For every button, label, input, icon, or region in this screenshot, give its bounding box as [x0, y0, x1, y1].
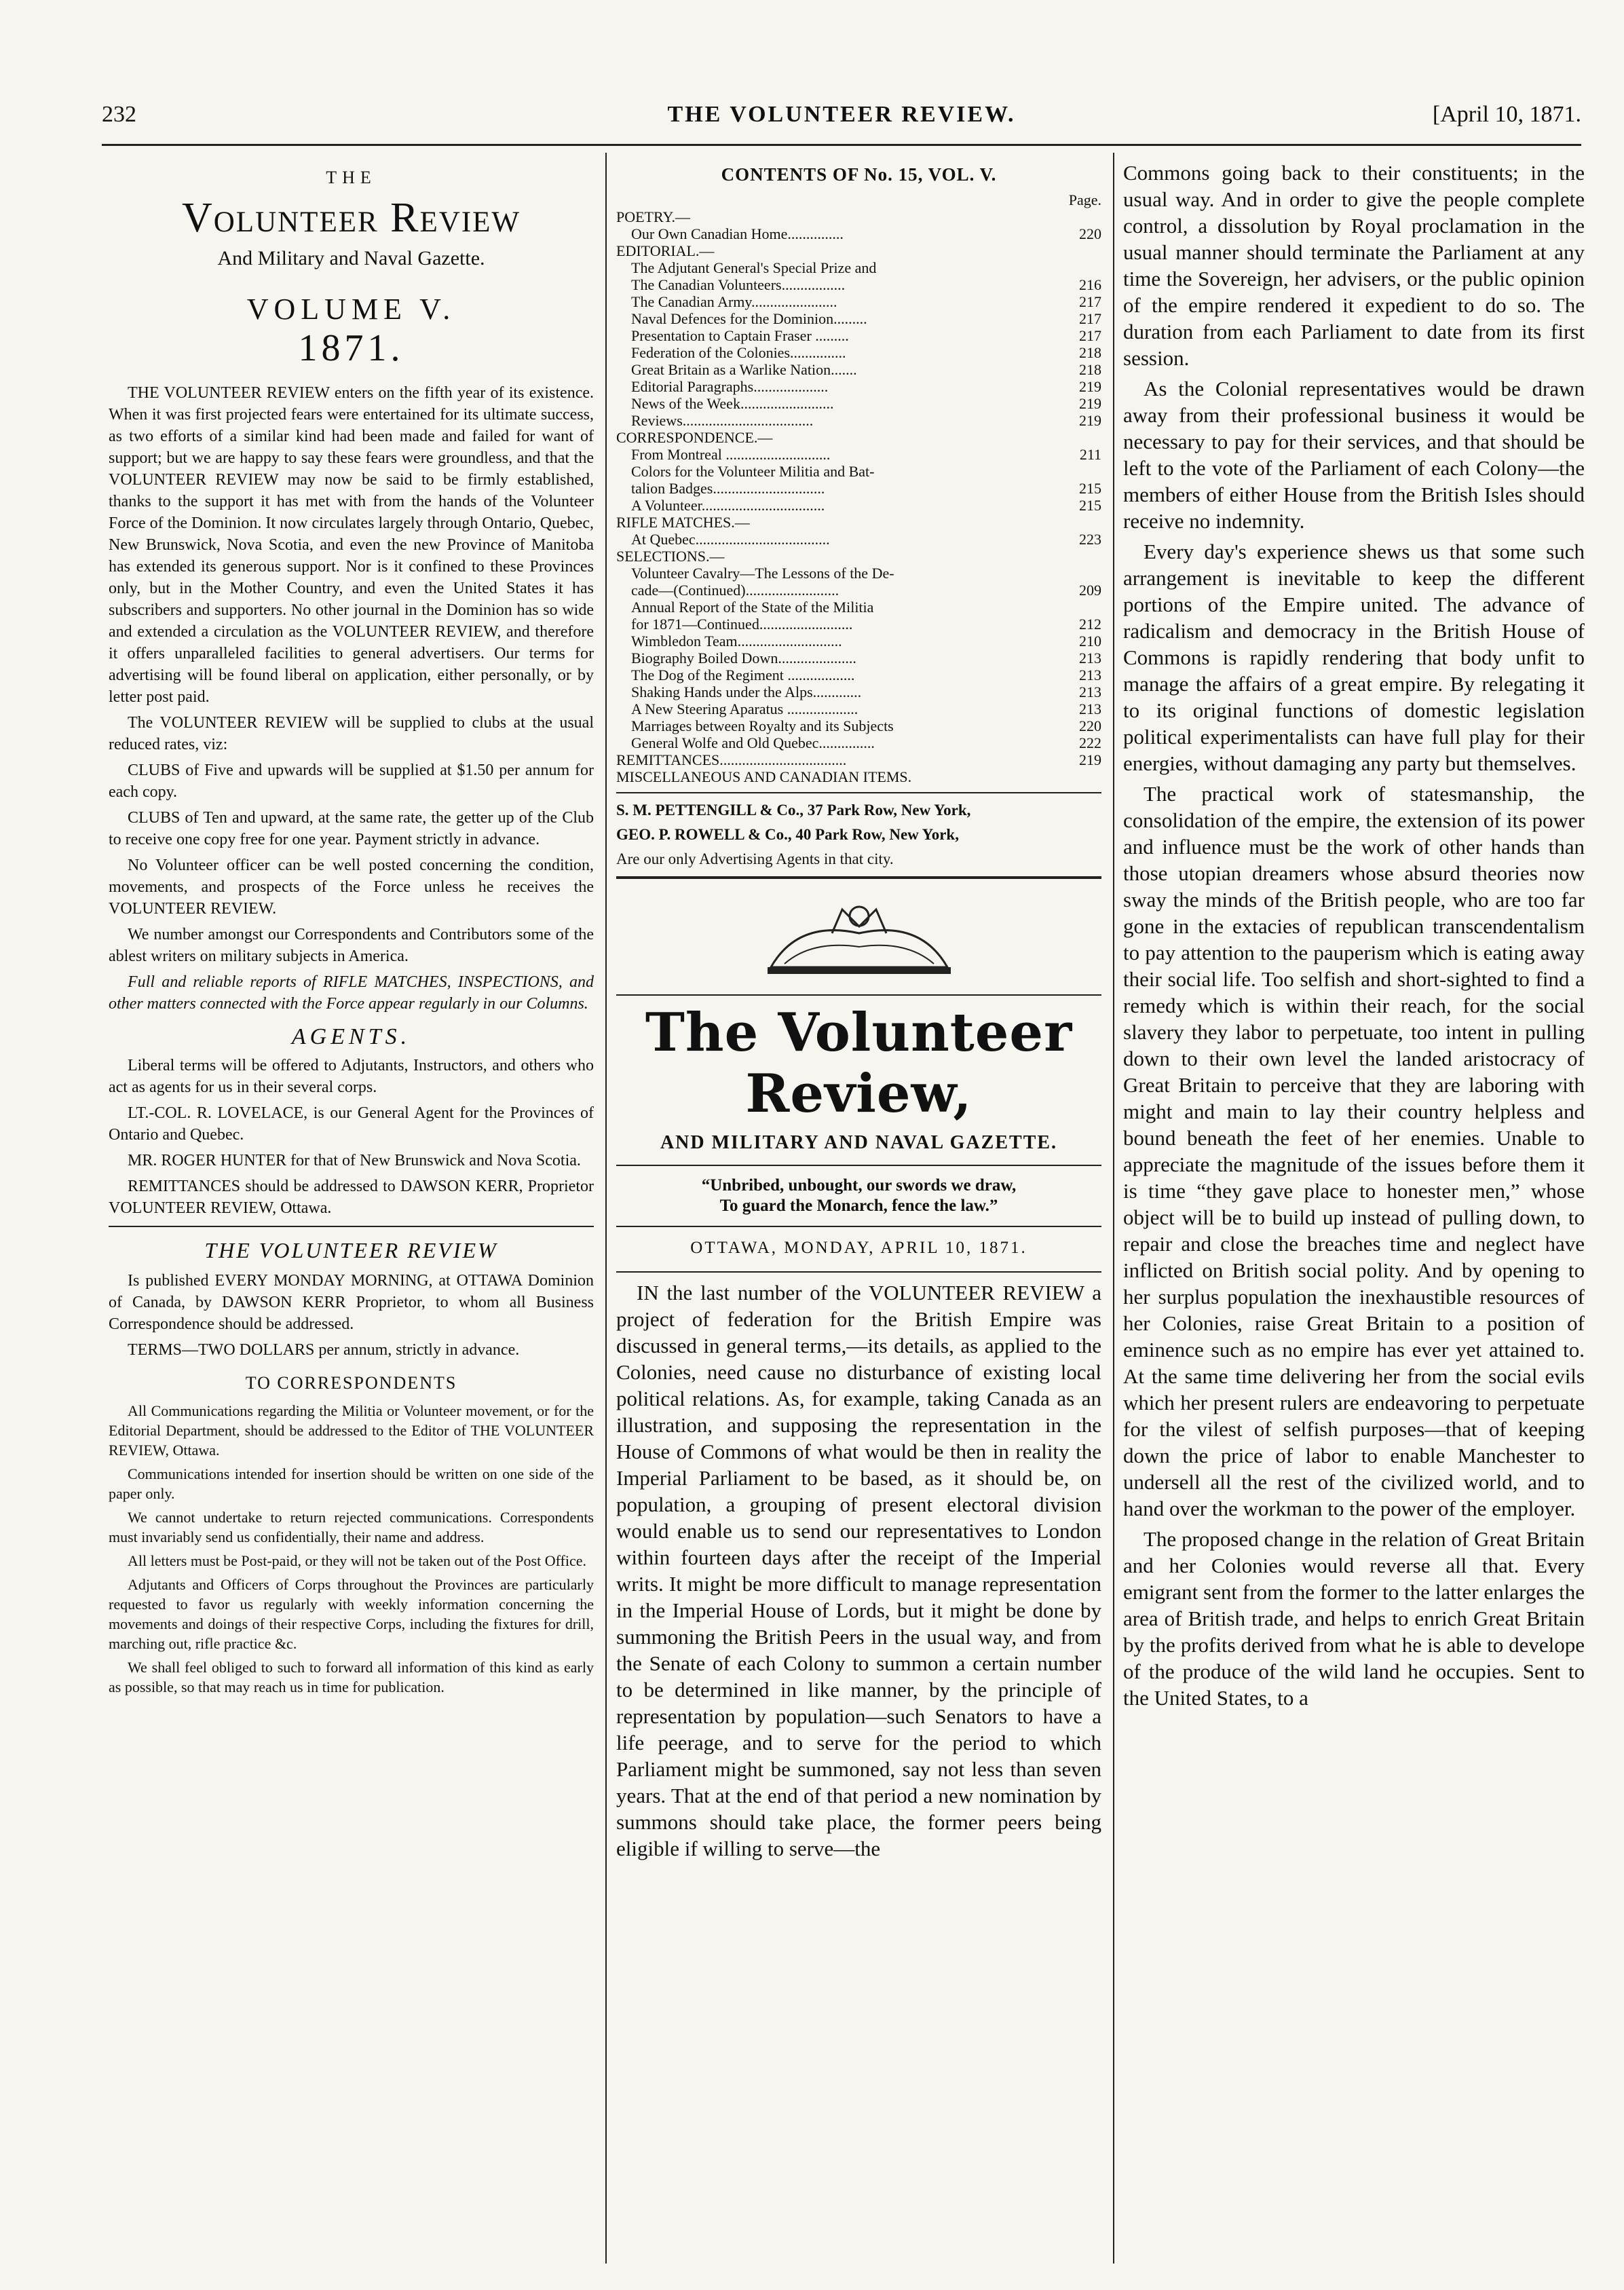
contents-page: 220 — [1079, 717, 1101, 734]
publication-notice: Is published EVERY MONDAY MORNING, at OTTAWA Dominion of Canada, by DAWSON KERR Proprietor, to whom all Business Correspondence should be addressed. — [109, 1272, 594, 1333]
contents-page — [1096, 259, 1101, 276]
contributors-paragraph: We number amongst our Correspondents and Contributors some of the ablest writers on military subjects in America. — [109, 926, 594, 965]
running-title: THE VOLUNTEER REVIEW. — [667, 102, 1016, 127]
right-paragraph-5: The proposed change in the relation of Great Britain and her Colonies would reverse all that. Every emigrant sent from the former to the latter enlarges the area of British trade, and helps to enrich Great Britain by the profits derived from what he is able to develope of the produce of the wild land he occupies. Sent to the United States, to a — [1123, 1527, 1585, 1710]
contents-page — [1096, 208, 1101, 225]
contents-entry: Volunteer Cavalry—The Lessons of the De- — [631, 565, 894, 582]
contents-row — [616, 361, 1101, 378]
contents-page — [1096, 768, 1101, 785]
officer-paragraph: No Volunteer officer can be well posted concerning the condition, movements, and prospects of the Force unless he receives the VOLUNTEER REVIEW. — [109, 857, 594, 918]
contents-page — [1096, 463, 1101, 480]
contents-row — [616, 717, 1101, 734]
ad-agents-note: Are our only Advertising Agents in that city. — [616, 850, 894, 867]
agents-terms: Liberal terms will be offered to Adjutants, Instructors, and others who act as agents for us in their several corps. — [109, 1057, 594, 1096]
contents-row — [616, 310, 1101, 327]
contents-entry: News of the Week......................... — [631, 395, 834, 412]
contents-row — [616, 259, 1101, 276]
masthead-the: THE — [326, 168, 377, 187]
contents-entry: Colors for the Volunteer Militia and Bat- — [631, 463, 875, 480]
contents-entry: A New Steering Aparatus ................... — [631, 700, 858, 717]
contents-row — [616, 293, 1101, 310]
contents-entry: The Canadian Army....................... — [631, 293, 837, 310]
contents-entry: Biography Boiled Down..................... — [631, 650, 856, 667]
contents-row — [616, 650, 1101, 667]
contents-row — [616, 395, 1101, 412]
contents-page: 219 — [1079, 412, 1101, 429]
ad-divider — [616, 876, 1101, 879]
contents-page: 220 — [1079, 225, 1101, 242]
running-date: [April 10, 1871. — [1432, 102, 1581, 127]
contents-page-label: Page. — [1068, 191, 1101, 208]
contents-entry: Shaking Hands under the Alps............. — [631, 683, 862, 700]
corr-rejected: We cannot undertake to return rejected communications. Correspondents must invariably send us confidentially, their name and address. — [109, 1509, 594, 1545]
contents-entry: Editorial Paragraphs.................... — [631, 378, 829, 395]
contents-page — [1096, 429, 1101, 446]
contents-row — [616, 667, 1101, 683]
page-number: 232 — [102, 102, 136, 127]
contents-entry: The Dog of the Regiment .................. — [631, 667, 855, 683]
middle-column — [616, 159, 1101, 1866]
contents-entry: RIFLE MATCHES.— — [616, 514, 750, 531]
contents-table — [616, 191, 1101, 785]
contents-page: 215 — [1079, 497, 1101, 514]
contents-entry: Annual Report of the State of the Militia — [631, 599, 874, 616]
contents-page: 222 — [1079, 734, 1101, 751]
contents-page: 212 — [1079, 616, 1101, 633]
contents-page: 215 — [1079, 480, 1101, 497]
contents-entry: From Montreal ............................ — [631, 446, 831, 463]
contents-row — [616, 446, 1101, 463]
crown-ornament-icon — [757, 893, 961, 988]
contents-entry: POETRY.— — [616, 208, 691, 225]
ornament-divider — [616, 994, 1101, 996]
contents-entry: cade—(Continued)......................... — [631, 582, 839, 599]
left-divider — [109, 1226, 594, 1227]
clubs-ten: CLUBS of Ten and upward, at the same rate, the getter up of the Club to receive one copy free for one year. Payment strictly in advance. — [109, 809, 594, 848]
correspondents-heading: TO CORRESPONDENTS — [245, 1373, 457, 1393]
column-rule-left — [605, 153, 607, 2264]
contents-page: 211 — [1079, 446, 1101, 463]
contents-row — [616, 225, 1101, 242]
contents-row — [616, 734, 1101, 751]
dateline: OTTAWA, MONDAY, APRIL 10, 1871. — [690, 1239, 1027, 1257]
contents-page: 217 — [1079, 293, 1101, 310]
masthead-subtitle: And Military and Naval Gazette. — [217, 247, 485, 269]
right-column — [1123, 159, 1585, 1715]
contents-row — [616, 768, 1101, 785]
agents-remittances: REMITTANCES should be addressed to DAWSON KERR, Proprietor VOLUNTEER REVIEW, Ottawa. — [109, 1178, 594, 1217]
ad-rowell: GEO. P. ROWELL & Co., 40 Park Row, New York, — [616, 826, 959, 843]
contents-row — [616, 514, 1101, 531]
contents-row — [616, 463, 1101, 480]
contents-page — [1096, 242, 1101, 259]
corr-communications: All Communications regarding the Militia or Volunteer movement, or for the Editorial Department, should be addressed to the Editor of THE VOLUNTEER REVIEW, Ottawa. — [109, 1402, 594, 1459]
intro-paragraph: THE VOLUNTEER REVIEW enters on the fifth year of its existence. When it was first projected fears were entertained for its ultimate success, as two efforts of a similar kind had been made and failed for want of support; but we are happy to say these fears were groundless, and that the VOLUNTEER REVIEW may now be said to be firmly established, thanks to the support it has met with from the hands of the Volunteer Force of the Dominion. It now circulates largely through Ontario, Quebec, New Brunswick, Nova Scotia, and even the new Province of Manitoba has extended its generous support. Nor is it confined to these Provinces only, but in the Mother Country, and even the United States it has subscribers and supporters. No other journal in the Dominion has so wide and extended a circulation as the VOLUNTEER REVIEW, and therefore it offers unparalleled facilities to general advertisers. Our terms for advertising will be found liberal on application, either personally, or by letter post paid. — [109, 384, 594, 706]
contents-page: 218 — [1079, 344, 1101, 361]
contents-entry: talion Badges.............................. — [631, 480, 825, 497]
contents-page: 219 — [1079, 378, 1101, 395]
contents-row — [616, 378, 1101, 395]
contents-entry: Naval Defences for the Dominion......... — [631, 310, 867, 327]
contents-page — [1096, 599, 1101, 616]
contents-page: 213 — [1079, 667, 1101, 683]
contents-page: 209 — [1079, 582, 1101, 599]
contents-entry: Presentation to Captain Fraser ......... — [631, 327, 849, 344]
agents-hunter: MR. ROGER HUNTER for that of New Brunswick and Nova Scotia. — [128, 1152, 581, 1169]
contents-page — [1096, 514, 1101, 531]
contents-row — [616, 565, 1101, 582]
contents-entry: Federation of the Colonies............... — [631, 344, 846, 361]
right-paragraph-4: The practical work of statesmanship, the consolidation of the empire, the extension of its power and influence must be the work of other hands than those utopian dreamers whose absurd theories now sway the minds of the British people, who are too far gone in the extacies of republican transcendentalism to pay attention to the pauperism which is eating away their social life. Too selfish and short-sighted to find a remedy which is within their reach, for the social slavery they labor to perpetuate, too intent in pulling down to their own level the landed aristocracy of Great Britain to perceive that they are laboring with might and main to lay their country helpless and bound beneath the feet of her enemies. Unable to appreciate the magnitude of the issues before them it is time “they gave place to honester men,” whose object will be to build up instead of pulling down, to repair and close the breaches time and neglect have inflicted on British social polity. And by opening to her surplus population the inexhaustible resources of her Colonies, raise Great Britain to a position of eminence such as no empire has ever yet attained to. At the same time delivering her from the social evils which her present rulers are endeavoring to perpetuate for the vilest of selfish purposes—that of keeping down the price of labor to enable Manchester to undersell all the rest of the civilized world, and to hand over the workman to the power of the employer. — [1123, 782, 1585, 1520]
right-paragraph-3: Every day's experience shews us that some such arrangement is inevitable to keep the different portions of the Empire united. The advance of radicalism and democracy in the British House of Commons is rapidly rendering that body unfit to manage the affairs of a great empire. By relegating it to its original functions of domestic legislation political experimentalists can have full play for their energies, without damaging any party but themselves. — [1123, 540, 1585, 775]
contents-page: 223 — [1079, 531, 1101, 548]
contents-row — [616, 412, 1101, 429]
contents-entry: Marriages between Royalty and its Subjects — [631, 717, 894, 734]
ad-pettengill: S. M. PETTENGILL & Co., 37 Park Row, New York, — [616, 802, 971, 819]
corr-post-paid: All letters must be Post-paid, or they will not be taken out of the Post Office. — [128, 1552, 586, 1569]
contents-row — [616, 683, 1101, 700]
motto-line-2: To guard the Monarch, fence the law.” — [719, 1197, 998, 1215]
motto-line-1: “Unbribed, unbought, our swords we draw, — [701, 1176, 1017, 1195]
contents-row — [616, 480, 1101, 497]
contents-page: 217 — [1079, 310, 1101, 327]
dateline-divider — [616, 1271, 1101, 1273]
contents-row — [616, 616, 1101, 633]
nameplate-subtitle: AND MILITARY AND NAVAL GAZETTE. — [660, 1132, 1058, 1153]
contents-entry: CORRESPONDENCE.— — [616, 429, 773, 446]
contents-row — [616, 208, 1101, 225]
contents-entry: MISCELLANEOUS AND CANADIAN ITEMS. — [616, 768, 912, 785]
contents-divider — [616, 792, 1101, 793]
corr-one-side: Communications intended for insertion should be written on one side of the paper only. — [109, 1465, 594, 1502]
volume-year: 1871. — [298, 327, 404, 369]
contents-row — [616, 327, 1101, 344]
clubs-paragraph: The VOLUNTEER REVIEW will be supplied to clubs at the usual reduced rates, viz: — [109, 714, 594, 753]
contents-entry: for 1871—Continued......................... — [631, 616, 853, 633]
contents-entry: Great Britain as a Warlike Nation....... — [631, 361, 857, 378]
contents-row — [616, 582, 1101, 599]
contents-row — [616, 751, 1101, 768]
masthead-title: Volunteer Review — [181, 195, 521, 241]
contents-entry: A Volunteer................................. — [631, 497, 825, 514]
contents-row — [616, 548, 1101, 565]
contents-row — [616, 276, 1101, 293]
contents-entry: At Quebec.................................... — [631, 531, 830, 548]
contents-row — [616, 599, 1101, 616]
left-column — [109, 159, 594, 1701]
reports-paragraph: Full and reliable reports of RIFLE MATCHES, INSPECTIONS, and other matters connected with the Force appear regularly in our Columns. — [109, 973, 594, 1013]
right-paragraph-2: As the Colonial representatives would be drawn away from their professional business it would be necessary to pay for their services, and that should be left to the vote of the Parliament of each Colony—the members of either House from the British Isles should receive no indemnity. — [1123, 377, 1585, 533]
contents-page — [1096, 548, 1101, 565]
contents-entry: SELECTIONS.— — [616, 548, 725, 565]
corr-adjutants: Adjutants and Officers of Corps throughout the Provinces are particularly requested to favor us regularly with weekly information concerning the movements and doings of their respective Corps, including the fixtures for drill, marching out, rifle practice &c. — [109, 1576, 594, 1652]
contents-page: 219 — [1079, 395, 1101, 412]
corr-early: We shall feel obliged to such to forward all information of this kind as early as possible, so that may reach us in time for publication. — [109, 1659, 594, 1695]
contents-row — [616, 344, 1101, 361]
contents-row — [616, 633, 1101, 650]
contents-page: 213 — [1079, 700, 1101, 717]
motto-divider — [616, 1226, 1101, 1227]
nameplate: The Volunteer Review, — [645, 1002, 1073, 1125]
contents-row — [616, 242, 1101, 259]
contents-row — [616, 700, 1101, 717]
contents-page: 218 — [1079, 361, 1101, 378]
running-head — [102, 102, 1581, 143]
contents-entry: The Adjutant General's Special Prize and — [631, 259, 877, 276]
contents-entry: Wimbledon Team............................ — [631, 633, 842, 650]
contents-heading: CONTENTS OF No. 15, VOL. V. — [721, 164, 997, 185]
contents-page: 210 — [1079, 633, 1101, 650]
contents-entry: EDITORIAL.— — [616, 242, 715, 259]
contents-page: 213 — [1079, 683, 1101, 700]
clubs-five: CLUBS of Five and upwards will be supplied at $1.50 per annum for each copy. — [109, 762, 594, 801]
contents-entry: General Wolfe and Old Quebec............... — [631, 734, 875, 751]
contents-row — [616, 531, 1101, 548]
nameplate-divider — [616, 1165, 1101, 1166]
contents-entry: The Canadian Volunteers................. — [631, 276, 846, 293]
review-heading: THE VOLUNTEER REVIEW — [204, 1238, 498, 1262]
header-rule — [102, 144, 1581, 146]
volume-label: VOLUME V. — [246, 293, 456, 326]
contents-page: 219 — [1079, 751, 1101, 768]
contents-entry: REMITTANCES.................................. — [616, 751, 847, 768]
contents-entry: Reviews................................... — [631, 412, 814, 429]
terms-notice: TERMS—TWO DOLLARS per annum, strictly in advance. — [128, 1341, 520, 1359]
contents-page: 217 — [1079, 327, 1101, 344]
contents-entry: Our Own Canadian Home............... — [631, 225, 844, 242]
column-rule-right — [1113, 153, 1114, 2264]
contents-page: 216 — [1079, 276, 1101, 293]
contents-page: 213 — [1079, 650, 1101, 667]
contents-row — [616, 429, 1101, 446]
agents-lovelace: LT.-COL. R. LOVELACE, is our General Agent for the Provinces of Ontario and Quebec. — [109, 1104, 594, 1144]
article-paragraph: IN the last number of the VOLUNTEER REVIEW a project of federation for the British Empire was discussed in general terms,—its details, as applied to the Colonies, need cause no disturbance of existing local political relations. As, for example, taking Canada as an illustration, and supposing the representation in the House of Commons of what would be then in reality the Imperial Parliament to be based, as it should be, on population, a grouping of present electoral division would enable us to send our representatives to London within fourteen days after the receipt of the Imperial writs. It might be more difficult to manage representation in the Imperial House of Lords, but it might be done by summoning the British Peers in the usual way, and from the Senate of each Colony to summon a certain number to be determined in like manner, by the principle of representation by population—such Senators to have a life peerage, and to serve for the period to which Parliament might be summoned, say not less than seven years. That at the end of that period a new nomination by summons should take place, the former peers being eligible if willing to serve—the — [616, 1281, 1101, 1860]
agents-heading: AGENTS. — [291, 1024, 411, 1049]
right-paragraph-1: Commons going back to their constituents; in the usual way. And in order to give the people complete control, a dissolution by Royal proclamation in the usual manner should terminate the Parliament at any time the Sovereign, her advisers, or the public opinion of the empire rendered it expedient to do so. The duration from each Parliament to date from its first session. — [1123, 161, 1585, 370]
contents-page — [1096, 565, 1101, 582]
contents-row — [616, 497, 1101, 514]
